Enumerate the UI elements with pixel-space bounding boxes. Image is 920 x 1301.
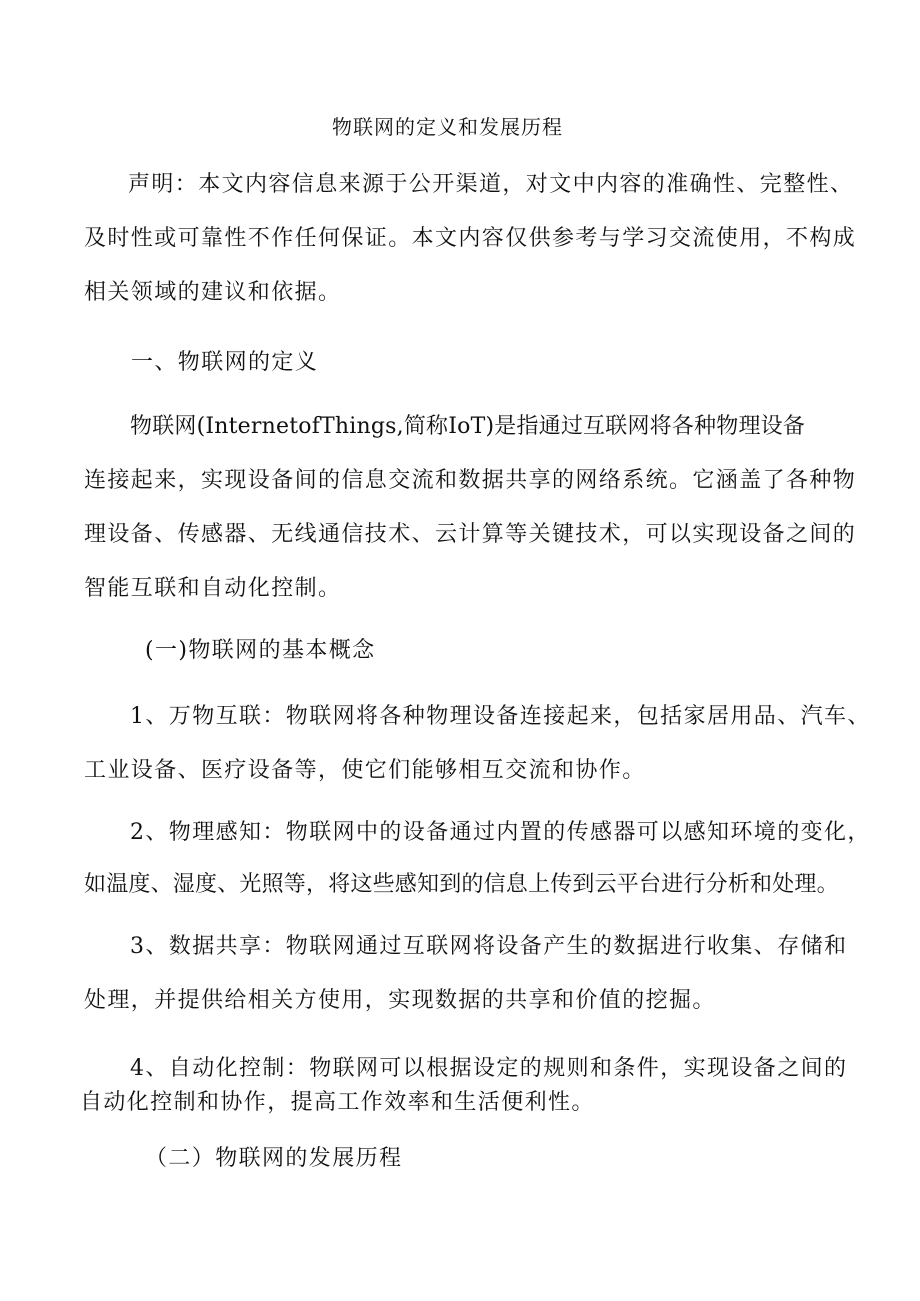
definition-line: 物联网(InternetofThings,简称IoT)是指通过互联网将各种物理设备 — [130, 414, 806, 439]
list-item-line: 自动化控制和协作，提高工作效率和生活便利性。 — [80, 1090, 595, 1115]
definition-line: 理设备、传感器、无线通信技术、云计算等关键技术，可以实现设备之间的 — [84, 522, 857, 547]
definition-line: 智能互联和自动化控制。 — [84, 576, 342, 601]
subsection-heading: (一)物联网的基本概念 — [145, 638, 376, 663]
list-item-line: 3、数据共享：物联网通过互联网将设备产生的数据进行收集、存储和 — [130, 934, 848, 959]
disclaimer-line: 及时性或可靠性不作任何保证。本文内容仅供参考与学习交流使用，不构成 — [84, 226, 857, 251]
list-item-line: 4、自动化控制：物联网可以根据设定的规则和条件，实现设备之间的 — [130, 1056, 848, 1081]
definition-line: 连接起来，实现设备间的信息交流和数据共享的网络系统。它涵盖了各种物 — [84, 468, 857, 493]
document-title: 物联网的定义和发展历程 — [332, 115, 563, 139]
list-item-line: 如温度、湿度、光照等，将这些感知到的信息上传到云平台进行分析和处理。 — [84, 872, 839, 897]
disclaimer-line: 声明：本文内容信息来源于公开渠道，对文中内容的准确性、完整性、 — [128, 172, 854, 197]
list-item-line: 工业设备、医疗设备等，使它们能够相互交流和协作。 — [84, 758, 646, 783]
list-item-line: 处理，并提供给相关方使用，实现数据的共享和价值的挖掘。 — [84, 988, 716, 1013]
list-item-line: 2、物理感知：物联网中的设备通过内置的传感器可以感知环境的变化， — [130, 820, 871, 845]
list-item-line: 1、万物互联：物联网将各种物理设备连接起来，包括家居用品、汽车、 — [130, 704, 871, 729]
disclaimer-line: 相关领域的建议和依据。 — [84, 280, 342, 305]
subsection-heading: （二）物联网的发展历程 — [145, 1146, 403, 1171]
section-heading: 一、物联网的定义 — [131, 350, 319, 375]
